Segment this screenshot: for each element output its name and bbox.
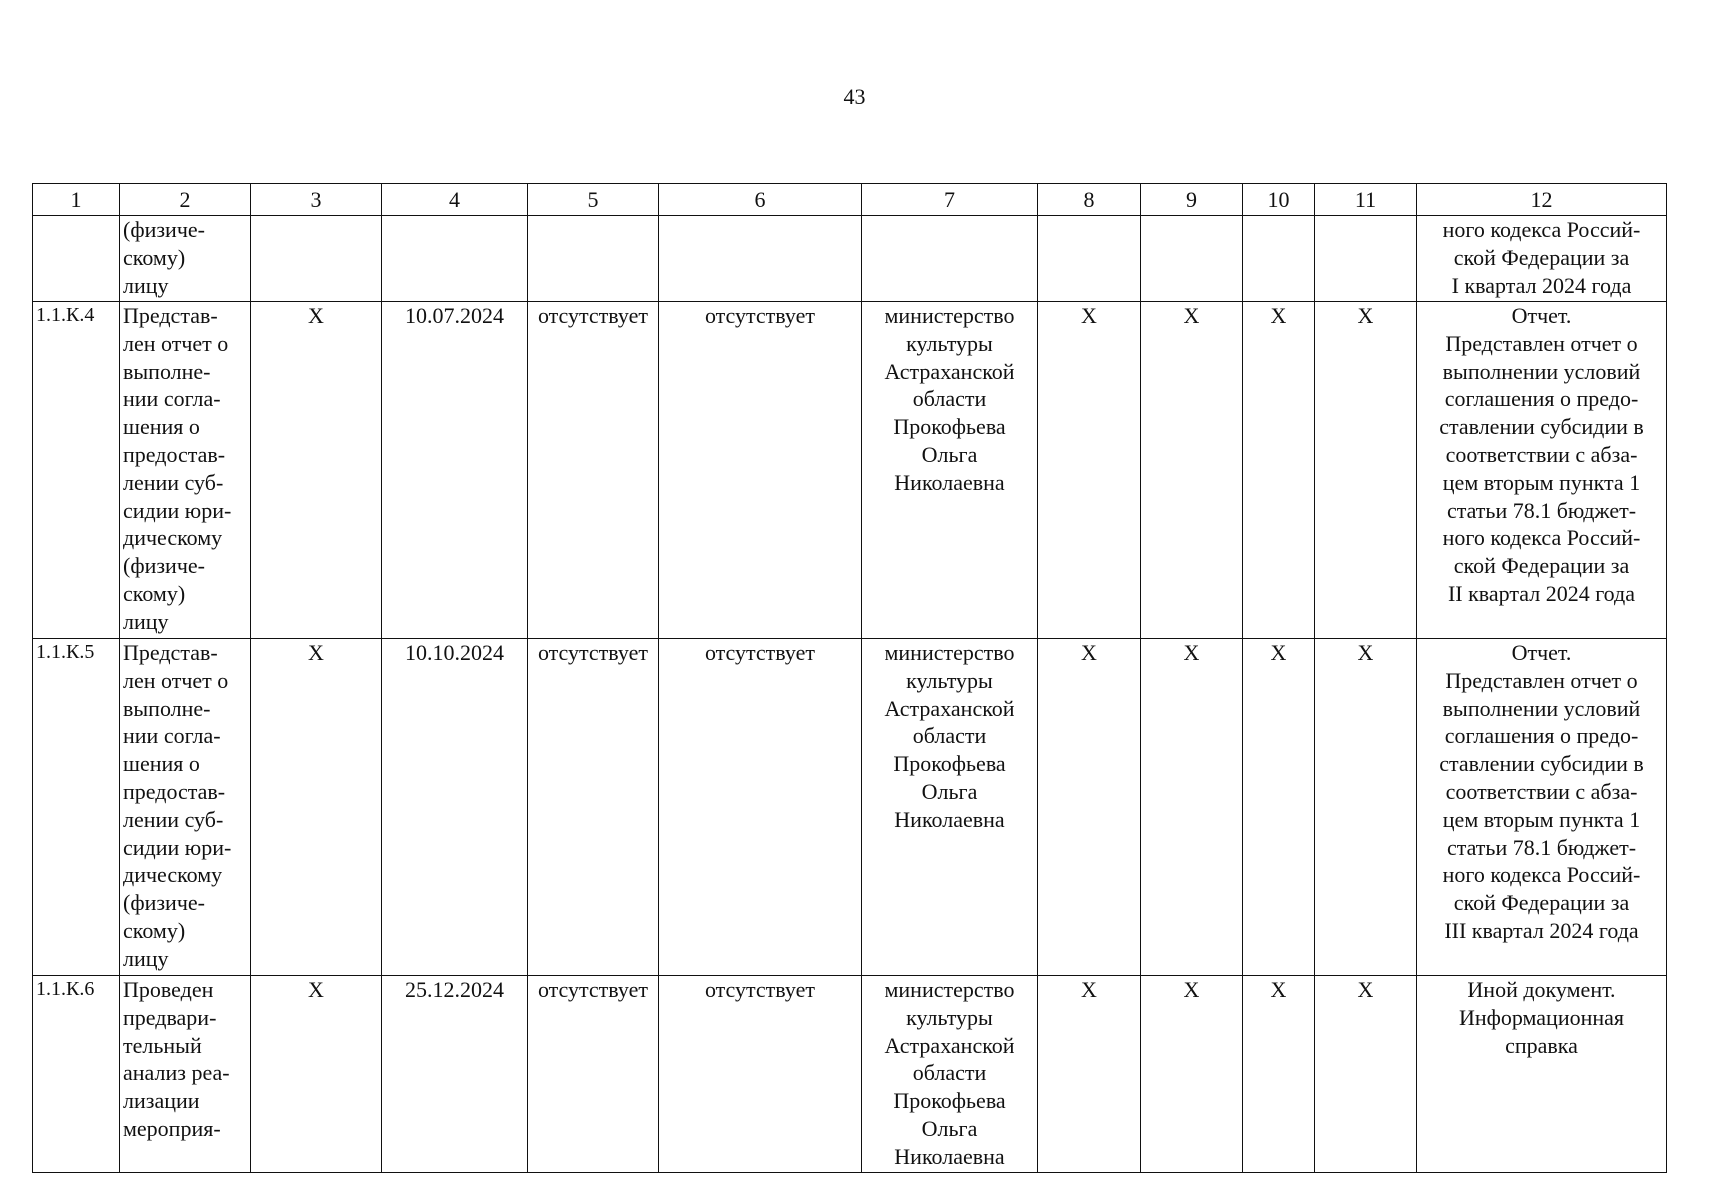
column-header: 7	[862, 184, 1038, 216]
cell-line: Прокофьева	[893, 414, 1006, 440]
cell-line: нии согла-	[123, 723, 221, 749]
cell-line: лицу	[123, 272, 169, 298]
cell-line: нии согла-	[123, 386, 221, 412]
cell-col10: Х	[1243, 976, 1315, 1173]
cell-responsible	[862, 302, 1038, 639]
cell-line: соответствии с абза-	[1445, 441, 1638, 467]
cell-line: Отчет.	[1511, 303, 1572, 328]
cell-col9	[1141, 216, 1243, 302]
cell-event-name	[120, 639, 251, 976]
cell-col11: Х	[1315, 976, 1417, 1173]
cell-line: справка	[1505, 1032, 1578, 1058]
cell-col9: Х	[1141, 976, 1243, 1173]
cell-line: (физиче-	[123, 890, 205, 916]
cell-line: Представлен отчет о	[1445, 330, 1638, 356]
column-header: 1	[33, 184, 120, 216]
column-header: 12	[1417, 184, 1667, 216]
cell-line: соглашения о предо-	[1444, 723, 1639, 749]
cell-line: ставлении субсидии в	[1439, 414, 1644, 440]
cell-line: Отчет.	[1511, 640, 1572, 665]
cell-line: области	[912, 723, 987, 749]
page-number: 43	[843, 84, 866, 109]
cell-line: шения о	[123, 751, 200, 777]
cell-col8: Х	[1038, 639, 1141, 976]
cell-line: Ольга	[921, 1115, 978, 1141]
cell-date: 10.10.2024	[382, 639, 528, 976]
table-row	[33, 216, 1667, 302]
cell-line: (физиче-	[123, 217, 205, 242]
cell-event-name	[120, 302, 251, 639]
cell-col11	[1315, 216, 1417, 302]
cell-line: шения о	[123, 414, 200, 440]
cell-line: скому)	[123, 580, 186, 606]
cell-col3: Х	[251, 302, 382, 639]
cell-line: Николаевна	[894, 469, 1005, 495]
cell-col3: Х	[251, 976, 382, 1173]
cell-document	[1417, 976, 1667, 1173]
cell-line: культуры	[906, 1004, 993, 1030]
cell-line: ного кодекса Россий-	[1442, 217, 1641, 242]
cell-number: 1.1.К.6	[33, 976, 120, 1173]
cell-line: мероприя-	[123, 1115, 221, 1141]
table-body	[33, 216, 1667, 1173]
cell-document	[1417, 216, 1667, 302]
cell-col5: отсутствует	[528, 639, 659, 976]
cell-line: дическому	[123, 525, 223, 551]
table-row	[33, 976, 1667, 1173]
cell-responsible	[862, 976, 1038, 1173]
cell-line: Прокофьева	[893, 751, 1006, 777]
cell-event-name	[120, 976, 251, 1173]
cell-col6: отсутствует	[659, 976, 862, 1173]
cell-col5	[528, 216, 659, 302]
cell-col6: отсутствует	[659, 302, 862, 639]
table-header	[33, 184, 1667, 216]
cell-date: 10.07.2024	[382, 302, 528, 639]
cell-document	[1417, 639, 1667, 976]
cell-event-name	[120, 216, 251, 302]
cell-col9: Х	[1141, 639, 1243, 976]
cell-line: лен отчет о	[123, 330, 229, 356]
cell-line: предвари-	[123, 1004, 217, 1030]
cell-date: 25.12.2024	[382, 976, 528, 1173]
cell-line: лицу	[123, 608, 169, 634]
column-header: 6	[659, 184, 862, 216]
cell-line: лении суб-	[123, 469, 224, 495]
cell-responsible	[862, 639, 1038, 976]
cell-line: выполне-	[123, 358, 211, 384]
column-header: 5	[528, 184, 659, 216]
cell-line: Астраханской	[884, 358, 1015, 384]
cell-line: сидии юри-	[123, 834, 232, 860]
column-number-row	[33, 184, 1667, 216]
cell-line: лен отчет о	[123, 667, 229, 693]
cell-line: Прокофьева	[893, 1088, 1006, 1114]
cell-col9: Х	[1141, 302, 1243, 639]
cell-line: Иной документ.	[1467, 977, 1616, 1002]
cell-line: министерство	[884, 640, 1015, 665]
cell-line: дическому	[123, 862, 223, 888]
measures-table	[32, 183, 1667, 1173]
cell-line: Представ-	[123, 303, 218, 328]
cell-line: соглашения о предо-	[1444, 386, 1639, 412]
cell-col8: Х	[1038, 976, 1141, 1173]
cell-line: I квартал 2024 года	[1451, 272, 1632, 298]
cell-line: (физиче-	[123, 553, 205, 579]
cell-col10: Х	[1243, 639, 1315, 976]
column-header: 3	[251, 184, 382, 216]
cell-line: Ольга	[921, 778, 978, 804]
table-row	[33, 639, 1667, 976]
cell-line: Николаевна	[894, 806, 1005, 832]
column-header: 11	[1315, 184, 1417, 216]
cell-line: Астраханской	[884, 695, 1015, 721]
cell-responsible	[862, 216, 1038, 302]
cell-line: выполне-	[123, 695, 211, 721]
cell-line: ской Федерации за	[1453, 244, 1630, 270]
column-header: 4	[382, 184, 528, 216]
column-header: 8	[1038, 184, 1141, 216]
cell-col8: Х	[1038, 302, 1141, 639]
cell-date	[382, 216, 528, 302]
cell-line: ской Федерации за	[1453, 890, 1630, 916]
cell-line: статьи 78.1 бюджет-	[1446, 497, 1637, 523]
cell-line: Проведен	[123, 977, 214, 1002]
cell-col8	[1038, 216, 1141, 302]
cell-line: ного кодекса Россий-	[1442, 525, 1641, 551]
cell-col5: отсутствует	[528, 302, 659, 639]
cell-line: III квартал 2024 года	[1444, 917, 1639, 943]
cell-line: анализ реа-	[123, 1060, 230, 1086]
cell-line: ного кодекса Россий-	[1442, 862, 1641, 888]
cell-line: статьи 78.1 бюджет-	[1446, 834, 1637, 860]
cell-line: лицу	[123, 945, 169, 971]
cell-col3	[251, 216, 382, 302]
cell-line: области	[912, 386, 987, 412]
cell-number: 1.1.К.4	[33, 302, 120, 639]
cell-line: министерство	[884, 303, 1015, 328]
cell-line: соответствии с абза-	[1445, 778, 1638, 804]
cell-col6	[659, 216, 862, 302]
cell-col6: отсутствует	[659, 639, 862, 976]
cell-line: лении суб-	[123, 806, 224, 832]
cell-line: культуры	[906, 667, 993, 693]
cell-col10: Х	[1243, 302, 1315, 639]
cell-col3: Х	[251, 639, 382, 976]
cell-number: 1.1.К.5	[33, 639, 120, 976]
cell-col11: Х	[1315, 639, 1417, 976]
cell-line: лизации	[123, 1088, 200, 1114]
cell-line: Информационная	[1458, 1004, 1625, 1030]
cell-line: Представлен отчет о	[1445, 667, 1638, 693]
column-header: 9	[1141, 184, 1243, 216]
cell-line: Астраханской	[884, 1032, 1015, 1058]
cell-document	[1417, 302, 1667, 639]
cell-line: тельный	[123, 1032, 202, 1058]
cell-line: культуры	[906, 330, 993, 356]
column-header: 10	[1243, 184, 1315, 216]
cell-line: министерство	[884, 977, 1015, 1002]
cell-line: ской Федерации за	[1453, 553, 1630, 579]
cell-line: Николаевна	[894, 1143, 1005, 1169]
cell-line: предостав-	[123, 778, 226, 804]
cell-line: скому)	[123, 244, 186, 270]
cell-line: Ольга	[921, 441, 978, 467]
column-header: 2	[120, 184, 251, 216]
cell-col5: отсутствует	[528, 976, 659, 1173]
cell-col10	[1243, 216, 1315, 302]
cell-line: Представ-	[123, 640, 218, 665]
cell-number	[33, 216, 120, 302]
cell-line: предостав-	[123, 441, 226, 467]
cell-line: ставлении субсидии в	[1439, 751, 1644, 777]
cell-line: скому)	[123, 917, 186, 943]
table-row	[33, 302, 1667, 639]
cell-line: II квартал 2024 года	[1447, 580, 1636, 606]
cell-line: выполнении условий	[1442, 358, 1641, 384]
cell-line: цем вторым пункта 1	[1442, 469, 1641, 495]
cell-col11: Х	[1315, 302, 1417, 639]
cell-line: области	[912, 1060, 987, 1086]
cell-line: выполнении условий	[1442, 695, 1641, 721]
cell-line: цем вторым пункта 1	[1442, 806, 1641, 832]
cell-line: сидии юри-	[123, 497, 232, 523]
